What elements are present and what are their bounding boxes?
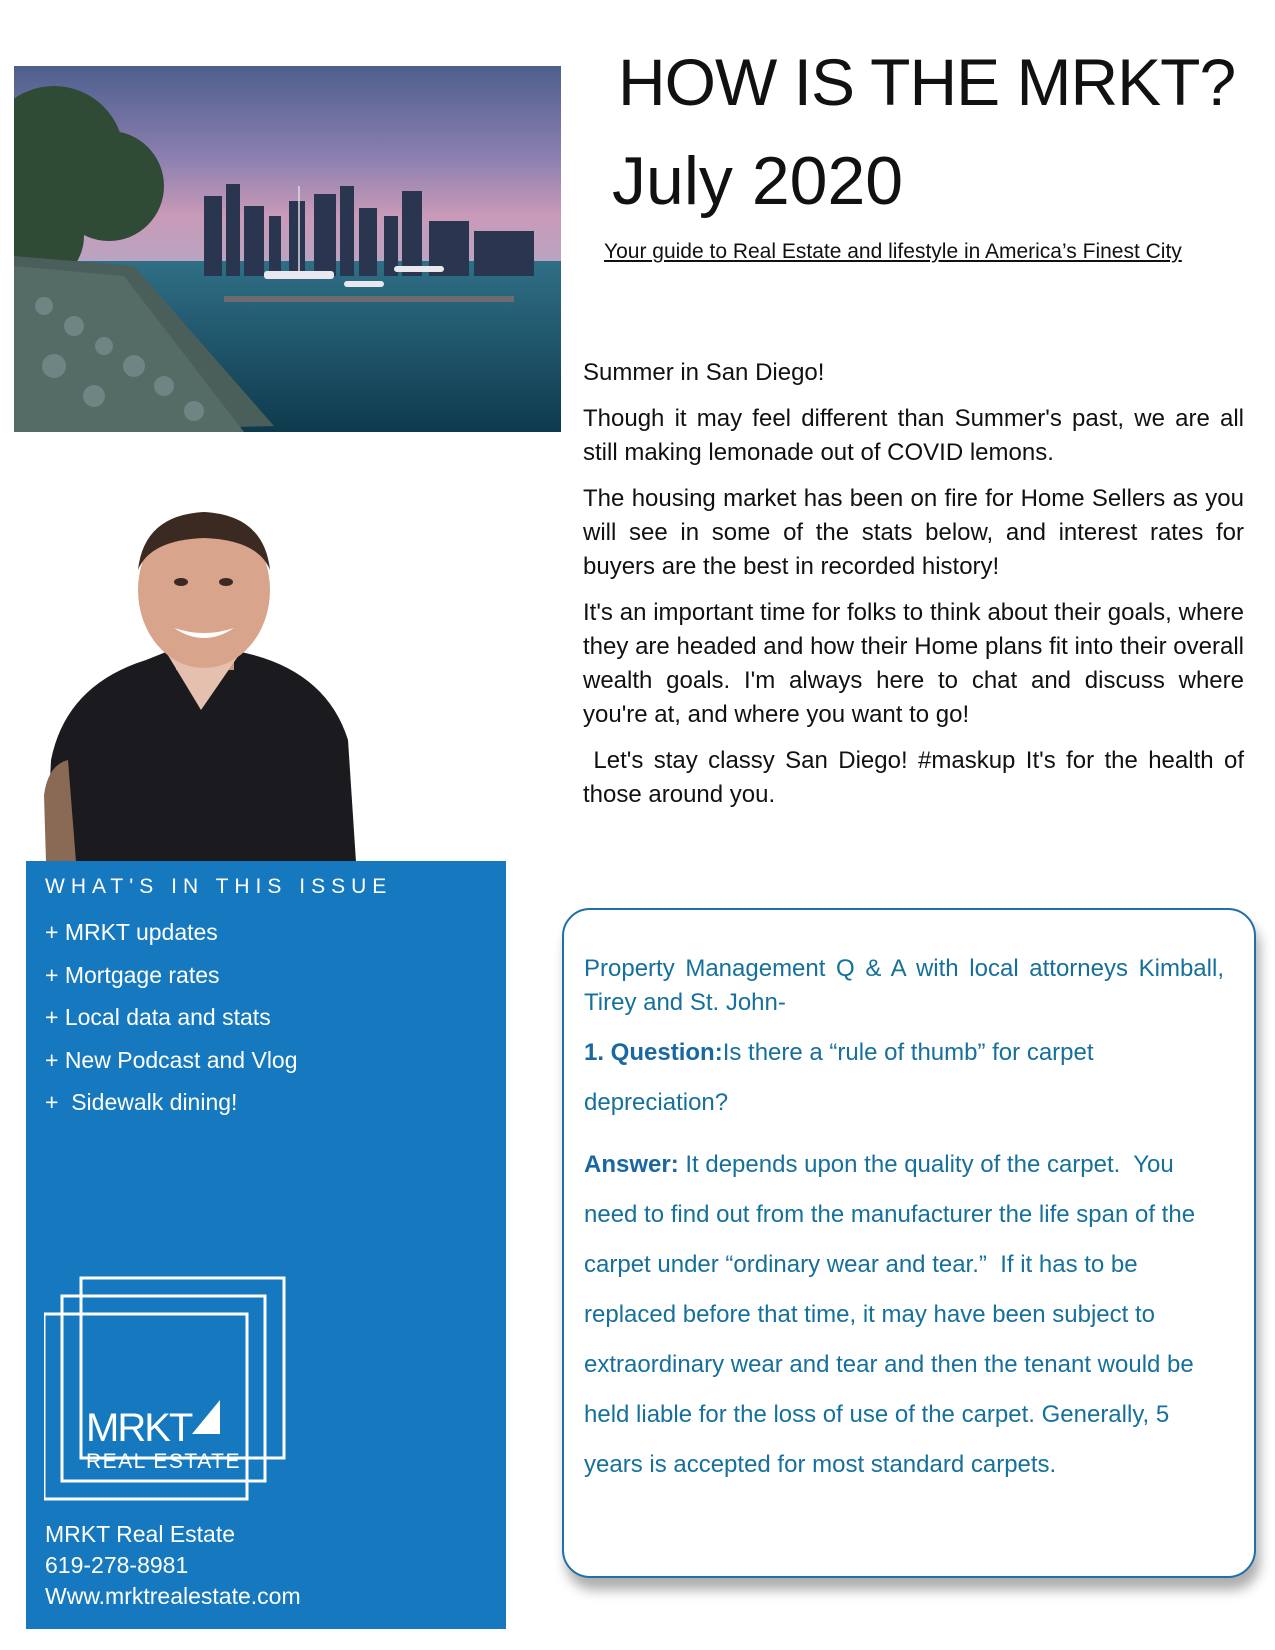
answer-label: Answer:: [584, 1151, 679, 1178]
question-label: 1. Question:: [584, 1039, 723, 1066]
logo-triangle-icon: [192, 1400, 220, 1434]
list-item: + Sidewalk dining!: [45, 1089, 238, 1115]
answer-text: It depends upon the quality of the carpet. You need to find out from the manufacturer the life span of the carpet under “ordinary wear and tear.” If it has to be replaced before that time, it may have been subject to extraordinary wear and tear and then the tenant would be held liable for the loss of use of the carpet. Generally, 5 years is accepted for most standard carpets.: [584, 1151, 1202, 1478]
qa-card: [562, 908, 1256, 1578]
mrkt-logo: [44, 1276, 309, 1526]
contact-phone[interactable]: 619-278-8981: [45, 1552, 189, 1578]
tagline: Your guide to Real Estate and lifestyle in America’s Finest City: [604, 240, 1182, 263]
question-text: Is there a “rule of thumb” for carpet depreciation?: [584, 1039, 1094, 1116]
contact-block: [45, 1519, 301, 1612]
agent-portrait: [26, 510, 376, 862]
intro-paragraph: It's an important time for folks to think about their goals, where they are headed and how their Home plans fit into their overall wealth goals. I'm always here to chat and discuss where you're at, and where you want to go!: [583, 599, 1244, 728]
newsletter-title: HOW IS THE MRKT?: [618, 45, 1236, 119]
logo-wordmark: MRKT: [86, 1406, 192, 1450]
intro-paragraph: Though it may feel different than Summer's past, we are all still making lemonade out of COVID lemons.: [583, 405, 1244, 466]
qa-body: [584, 952, 1224, 1490]
intro-paragraph: Summer in San Diego!: [583, 359, 825, 386]
list-item: + New Podcast and Vlog: [45, 1046, 298, 1073]
list-item: + MRKT updates: [45, 919, 218, 945]
contact-website[interactable]: Www.mrktrealestate.com: [45, 1583, 301, 1609]
contact-name: MRKT Real Estate: [45, 1521, 236, 1547]
qa-answer: [584, 1140, 1224, 1490]
harbor-photo: [14, 66, 561, 432]
issue-date: July 2020: [612, 143, 904, 219]
issue-list: [45, 911, 298, 1124]
intro-paragraph: The housing market has been on fire for Home Sellers as you will see in some of the stats below, and interest rates for buyers are the best in recorded history!: [583, 485, 1244, 580]
issue-sidebar: [26, 861, 506, 1629]
list-item: + Local data and stats: [45, 1004, 271, 1030]
intro-letter: [583, 356, 1251, 824]
qa-intro: Property Management Q & A with local attorneys Kimball, Tirey and St. John-: [584, 955, 1224, 1016]
list-item: + Mortgage rates: [45, 961, 220, 988]
logo-subtitle: REAL ESTATE: [86, 1450, 241, 1473]
qa-question: [584, 1028, 1224, 1128]
issue-heading: WHAT'S IN THIS ISSUE: [45, 875, 393, 898]
intro-paragraph: Let's stay classy San Diego! #maskup It's for the health of those around you.: [583, 747, 1251, 808]
